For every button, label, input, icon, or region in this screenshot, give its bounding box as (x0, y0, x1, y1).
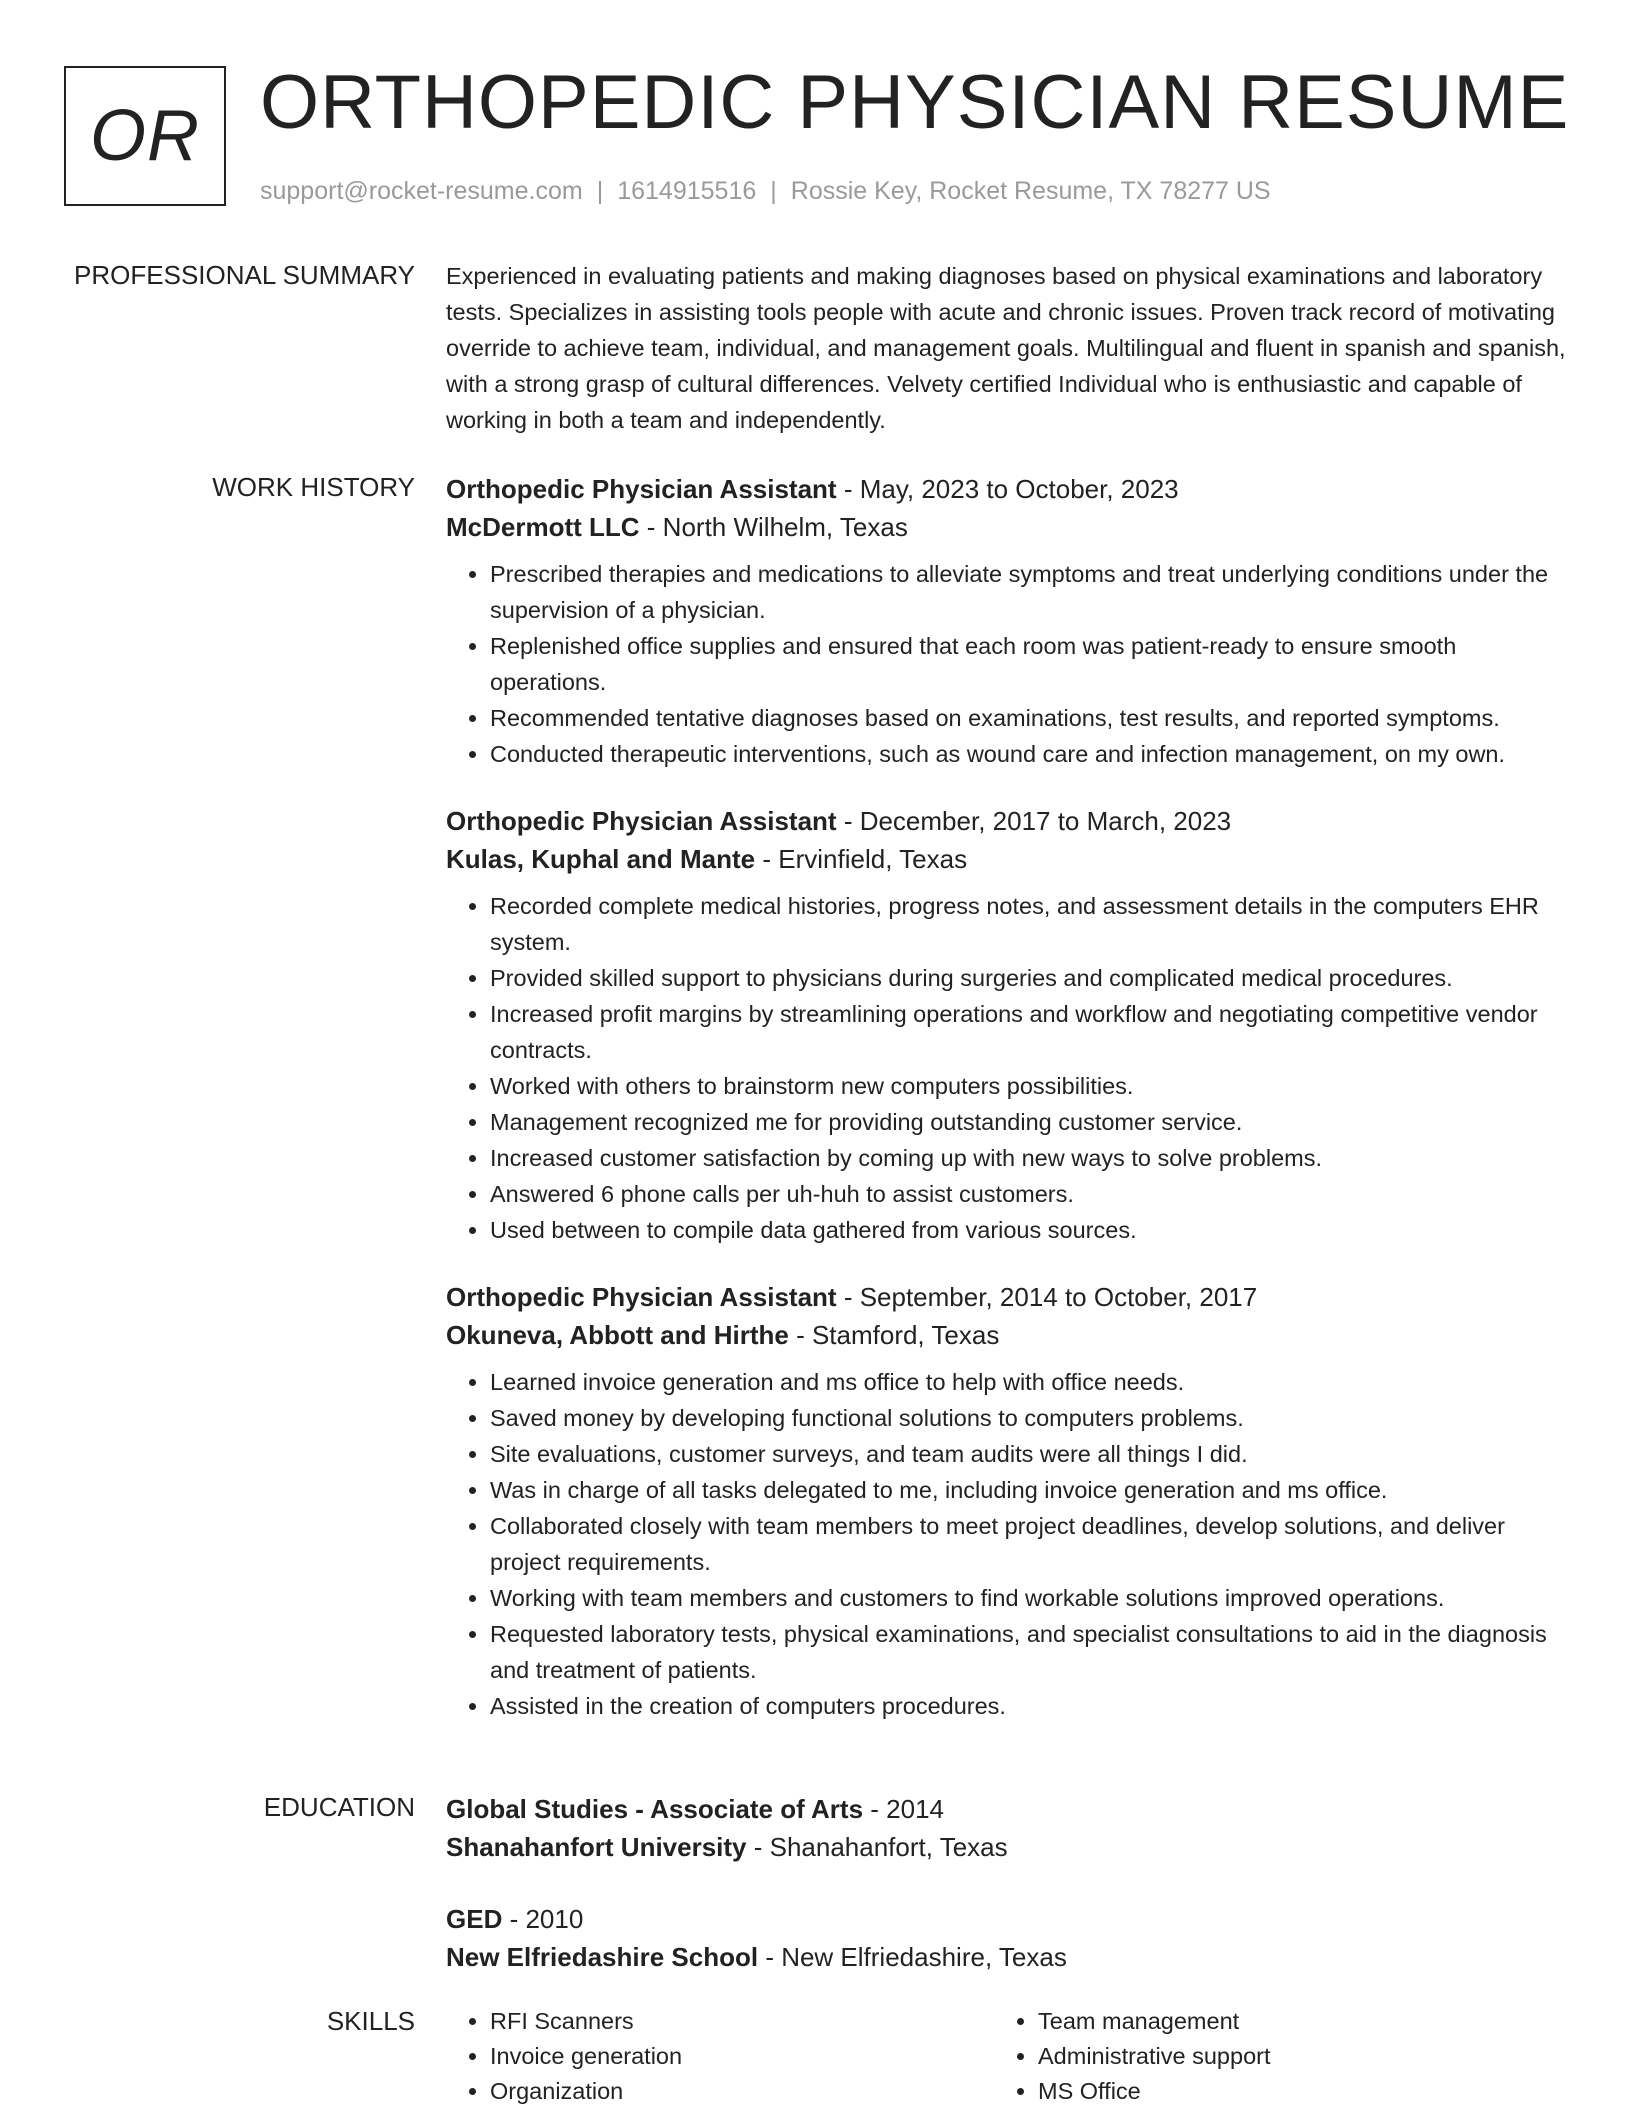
skill-item: • Organization (490, 2074, 994, 2109)
education-year: - 2010 (502, 1904, 584, 1934)
job-bullet: • Requested laboratory tests, physical examinations, and specialist consultations to aid in the diagnosis and treatment of patients. (490, 1616, 1570, 1688)
skill-item: • Team management (1038, 2004, 1542, 2039)
skills-grid (446, 2004, 1570, 2109)
monogram-initials: OR (90, 96, 200, 176)
education-location: - New Elfriedashire, Texas (758, 1942, 1067, 1972)
job-bullet: • Used between to compile data gathered from various sources. (490, 1212, 1570, 1248)
summary-body (446, 258, 1570, 438)
education-degree-line (446, 1900, 1570, 1938)
summary-text: Experienced in evaluating patients and making diagnoses based on physical examinations and laboratory tests. Specializes in assisting tools people with acute and chronic issues. Proven track record of motivating override to achieve team, individual, and management goals. Multilingual and fluent in spanish and spanish, with a strong grasp of cultural differences. Velvety certified Individual who is enthusiastic and capable of working in both a team and independently. (446, 263, 1566, 433)
education-school: Shanahanfort University (446, 1832, 747, 1862)
job-bullet: • Site evaluations, customer surveys, and team audits were all things I did. (490, 1436, 1570, 1472)
skill-item: • MS Office (1038, 2074, 1542, 2109)
job-company: McDermott LLC (446, 512, 640, 542)
job-dates: - September, 2014 to October, 2017 (836, 1282, 1258, 1312)
skill-item: • RFI Scanners (490, 2004, 994, 2039)
skills-body (446, 2004, 1570, 2109)
education-entry (446, 1790, 1570, 1866)
education-body (446, 1790, 1570, 2010)
job-bullet: • Learned invoice generation and ms office to help with office needs. (490, 1364, 1570, 1400)
job-dates: - December, 2017 to March, 2023 (836, 806, 1232, 836)
education-degree: GED (446, 1904, 503, 1934)
job-bullet: • Saved money by developing functional solutions to computers problems. (490, 1400, 1570, 1436)
education-school-line (446, 1938, 1570, 1976)
job-bullets (446, 1364, 1570, 1724)
contact-phone: 1614915516 (617, 177, 757, 205)
contact-separator: | (770, 177, 777, 205)
education-school-line (446, 1828, 1570, 1866)
job-company-line (446, 1316, 1570, 1354)
job-bullet: • Worked with others to brainstorm new computers possibilities. (490, 1068, 1570, 1104)
job-bullet: • Replenished office supplies and ensured that each room was patient-ready to ensure smooth operations. (490, 628, 1570, 700)
job-company: Kulas, Kuphal and Mante (446, 844, 756, 874)
job-bullet: • Provided skilled support to physicians during surgeries and complicated medical procedures. (490, 960, 1570, 996)
job-dates: - May, 2023 to October, 2023 (836, 474, 1179, 504)
job-entry (446, 1278, 1570, 1724)
job-title-line (446, 470, 1570, 508)
job-entry (446, 470, 1570, 772)
skill-item: • Invoice generation (490, 2039, 994, 2074)
job-title-line (446, 1278, 1570, 1316)
job-location: - North Wilhelm, Texas (639, 512, 908, 542)
contact-separator: | (596, 177, 604, 205)
skills-column-left (446, 2004, 994, 2109)
work-history-label: WORK HISTORY (212, 472, 415, 502)
contact-email: support@rocket-resume.com (260, 177, 583, 205)
job-bullet: • Conducted therapeutic interventions, such as wound care and infection management, on my own. (490, 736, 1570, 772)
job-bullet: • Management recognized me for providing outstanding customer service. (490, 1104, 1570, 1140)
job-bullets (446, 888, 1570, 1248)
education-degree-line (446, 1790, 1570, 1828)
monogram-box (64, 66, 226, 206)
job-bullet: • Was in charge of all tasks delegated to me, including invoice generation and ms office. (490, 1472, 1570, 1508)
job-bullet: • Collaborated closely with team members to meet project deadlines, develop solutions, and deliver project requirements. (490, 1508, 1570, 1580)
job-location: - Stamford, Texas (788, 1320, 1000, 1350)
education-school: New Elfriedashire School (446, 1942, 759, 1972)
job-company: Okuneva, Abbott and Hirthe (446, 1320, 789, 1350)
education-year: - 2014 (863, 1794, 944, 1824)
job-title-line (446, 802, 1570, 840)
job-title: Orthopedic Physician Assistant (446, 1282, 837, 1312)
contact-line (260, 176, 1271, 206)
job-location: - Ervinfield, Texas (755, 844, 968, 874)
education-location: - Shanahanfort, Texas (746, 1832, 1008, 1862)
job-company-line (446, 840, 1570, 878)
job-title: Orthopedic Physician Assistant (446, 806, 837, 836)
work-history-body (446, 470, 1570, 1754)
education-label: EDUCATION (263, 1792, 415, 1822)
skills-label: SKILLS (326, 2006, 415, 2036)
job-company-line (446, 508, 1570, 546)
job-bullet: • Recommended tentative diagnoses based on examinations, test results, and reported symptoms. (490, 700, 1570, 736)
job-bullets (446, 556, 1570, 772)
summary-label: PROFESSIONAL SUMMARY (74, 260, 415, 290)
job-entry (446, 802, 1570, 1248)
skill-item: • Administrative support (1038, 2039, 1542, 2074)
job-bullet: • Increased customer satisfaction by coming up with new ways to solve problems. (490, 1140, 1570, 1176)
job-bullet: • Increased profit margins by streamlining operations and workflow and negotiating competitive vendor contracts. (490, 996, 1570, 1068)
skills-column-right (994, 2004, 1542, 2109)
job-bullet: • Working with team members and customers to find workable solutions improved operations. (490, 1580, 1570, 1616)
education-degree: Global Studies - Associate of Arts (446, 1794, 864, 1824)
job-title: Orthopedic Physician Assistant (446, 474, 837, 504)
job-bullet: • Answered 6 phone calls per uh-huh to assist customers. (490, 1176, 1570, 1212)
job-bullet: • Recorded complete medical histories, progress notes, and assessment details in the computers EHR system. (490, 888, 1570, 960)
contact-address: Rossie Key, Rocket Resume, TX 78277 US (790, 177, 1271, 205)
education-entry (446, 1900, 1570, 1976)
job-bullet: • Prescribed therapies and medications to alleviate symptoms and treat underlying conditions under the supervision of a physician. (490, 556, 1570, 628)
resume-title: ORTHOPEDIC PHYSICIAN RESUME (260, 60, 1570, 145)
job-bullet: • Assisted in the creation of computers procedures. (490, 1688, 1570, 1724)
